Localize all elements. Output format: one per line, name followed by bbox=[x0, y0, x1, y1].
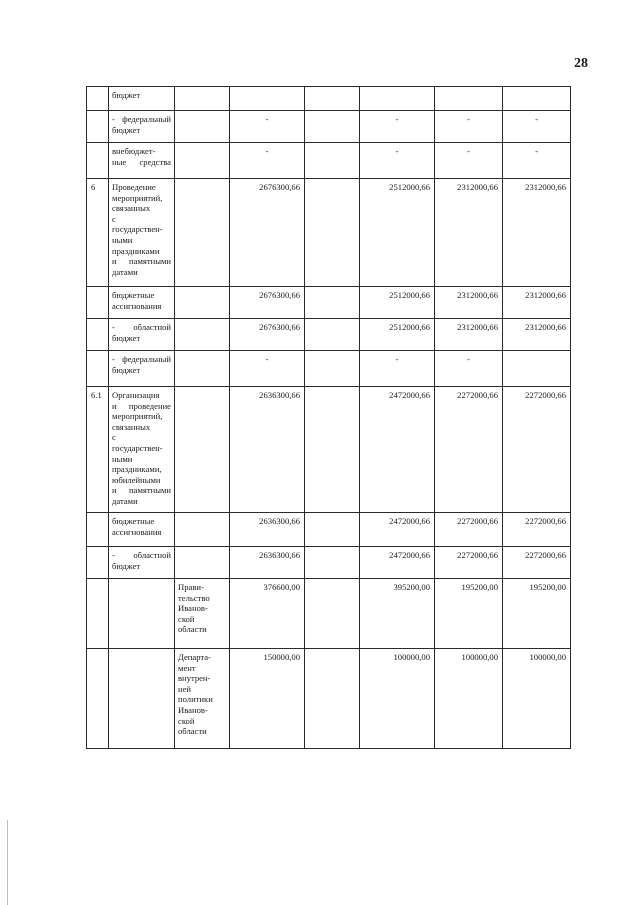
amount-cell: 2312000,66 bbox=[503, 179, 571, 287]
table-row bbox=[87, 287, 571, 319]
executor-line: Иванов- bbox=[178, 603, 208, 614]
amount-cell bbox=[305, 179, 360, 287]
row-name-line: государствен- bbox=[112, 224, 163, 235]
amount-cell bbox=[305, 87, 360, 111]
amount-cell: 195200,00 bbox=[503, 579, 571, 649]
executor-line: политики bbox=[178, 694, 213, 705]
row-name-line: праздниками, bbox=[112, 464, 162, 475]
executor-line: Прави- bbox=[178, 582, 204, 592]
row-name-cell bbox=[109, 387, 175, 513]
row-name-line: бюджет bbox=[112, 332, 141, 343]
amount-cell bbox=[305, 547, 360, 579]
amount-cell: 376600,00 bbox=[230, 579, 305, 649]
row-index-cell bbox=[87, 579, 109, 649]
amount-cell bbox=[435, 87, 503, 111]
executor-line: внутрен- bbox=[178, 673, 211, 684]
amount-cell bbox=[360, 87, 435, 111]
row-index-cell bbox=[87, 87, 109, 111]
executor-line: тельство bbox=[178, 592, 210, 603]
row-index-cell: 6.1 bbox=[87, 387, 109, 513]
amount-cell: 2312000,66 bbox=[503, 319, 571, 351]
amount-cell: 2636300,66 bbox=[230, 513, 305, 547]
executor-cell bbox=[175, 351, 230, 387]
budget-table-wrap bbox=[86, 86, 571, 749]
amount-cell: 2512000,66 bbox=[360, 179, 435, 287]
row-name-cell bbox=[109, 351, 175, 387]
table-row bbox=[87, 387, 571, 513]
row-index-cell bbox=[87, 513, 109, 547]
amount-cell bbox=[305, 287, 360, 319]
row-name-line: - федеральный bbox=[112, 354, 171, 364]
row-name-line: ассигнования bbox=[112, 300, 162, 311]
amount-cell: - bbox=[503, 111, 571, 143]
row-name-line: бюджет bbox=[112, 90, 141, 100]
executor-line: ней bbox=[178, 683, 192, 694]
table-row bbox=[87, 319, 571, 351]
executor-cell bbox=[175, 143, 230, 179]
table-row bbox=[87, 579, 571, 649]
amount-cell: 2272000,66 bbox=[503, 513, 571, 547]
amount-cell: 100000,00 bbox=[503, 649, 571, 749]
amount-cell: - bbox=[360, 111, 435, 143]
amount-cell bbox=[503, 87, 571, 111]
row-name-line: датами bbox=[112, 495, 138, 506]
table-row bbox=[87, 87, 571, 111]
executor-cell bbox=[175, 387, 230, 513]
amount-cell bbox=[305, 387, 360, 513]
executor-line: области bbox=[178, 624, 207, 635]
row-name-line: - областной bbox=[112, 322, 171, 332]
executor-line: ской bbox=[178, 613, 195, 624]
row-name-line: бюджетные bbox=[112, 290, 155, 300]
amount-cell: 2272000,66 bbox=[435, 547, 503, 579]
binding-mark bbox=[7, 820, 8, 905]
row-name-line: - областной bbox=[112, 550, 171, 560]
executor-cell bbox=[175, 513, 230, 547]
amount-cell: 100000,00 bbox=[360, 649, 435, 749]
table-row bbox=[87, 547, 571, 579]
executor-cell bbox=[175, 287, 230, 319]
row-name-cell bbox=[109, 287, 175, 319]
amount-cell: 2312000,66 bbox=[503, 287, 571, 319]
row-name-cell bbox=[109, 579, 175, 649]
amount-cell: - bbox=[435, 111, 503, 143]
row-name-line: государствен- bbox=[112, 442, 163, 453]
amount-cell: 2636300,66 bbox=[230, 387, 305, 513]
row-name-cell bbox=[109, 143, 175, 179]
amount-cell bbox=[305, 111, 360, 143]
row-name-line: Организация bbox=[112, 390, 160, 400]
amount-cell: 195200,00 bbox=[435, 579, 503, 649]
row-name-line: бюджет bbox=[112, 124, 141, 135]
amount-cell: 2272000,66 bbox=[503, 547, 571, 579]
row-index-cell bbox=[87, 547, 109, 579]
row-name-line: бюджет bbox=[112, 560, 141, 571]
row-name-line: связанных bbox=[112, 421, 151, 432]
table-row bbox=[87, 513, 571, 547]
amount-cell bbox=[305, 319, 360, 351]
row-name-line: внебюджет- bbox=[112, 146, 156, 156]
row-name-line: бюджет bbox=[112, 364, 141, 375]
amount-cell: 2272000,66 bbox=[435, 387, 503, 513]
row-name-line: мероприятий, bbox=[112, 411, 163, 422]
executor-cell bbox=[175, 111, 230, 143]
amount-cell: 2472000,66 bbox=[360, 387, 435, 513]
row-name-line: и памятными bbox=[112, 256, 171, 267]
amount-cell: 150000,00 bbox=[230, 649, 305, 749]
row-name-line: ные средства bbox=[112, 156, 171, 167]
amount-cell: 2472000,66 bbox=[360, 547, 435, 579]
amount-cell: 2676300,66 bbox=[230, 179, 305, 287]
table-row bbox=[87, 143, 571, 179]
amount-cell: 2512000,66 bbox=[360, 287, 435, 319]
amount-cell bbox=[305, 513, 360, 547]
amount-cell: 2472000,66 bbox=[360, 513, 435, 547]
row-name-line: связанных bbox=[112, 203, 151, 214]
row-index-cell bbox=[87, 319, 109, 351]
table-row bbox=[87, 351, 571, 387]
table-row bbox=[87, 111, 571, 143]
executor-line: ской bbox=[178, 715, 195, 726]
row-name-line: Проведение bbox=[112, 182, 156, 192]
row-name-line: и проведение bbox=[112, 400, 171, 411]
executor-line: области bbox=[178, 726, 207, 737]
row-name-cell bbox=[109, 87, 175, 111]
row-name-cell bbox=[109, 513, 175, 547]
amount-cell bbox=[305, 649, 360, 749]
amount-cell: 2676300,66 bbox=[230, 287, 305, 319]
amount-cell: - bbox=[503, 143, 571, 179]
row-name-line: с bbox=[112, 432, 116, 443]
amount-cell: 100000,00 bbox=[435, 649, 503, 749]
amount-cell: - bbox=[360, 143, 435, 179]
row-name-line: ными bbox=[112, 234, 133, 245]
amount-cell bbox=[503, 351, 571, 387]
amount-cell: - bbox=[360, 351, 435, 387]
row-name-line: мероприятий, bbox=[112, 192, 163, 203]
row-index-cell bbox=[87, 111, 109, 143]
executor-cell bbox=[175, 579, 230, 649]
amount-cell bbox=[305, 143, 360, 179]
executor-cell bbox=[175, 649, 230, 749]
amount-cell bbox=[305, 579, 360, 649]
row-name-line: ными bbox=[112, 453, 133, 464]
executor-cell bbox=[175, 179, 230, 287]
row-name-line: бюджетные bbox=[112, 516, 155, 526]
executor-cell bbox=[175, 319, 230, 351]
executor-line: Департа- bbox=[178, 652, 211, 662]
amount-cell: 2312000,66 bbox=[435, 179, 503, 287]
page-number: 28 bbox=[574, 56, 588, 71]
amount-cell: 2676300,66 bbox=[230, 319, 305, 351]
row-name-cell bbox=[109, 111, 175, 143]
row-index-cell bbox=[87, 287, 109, 319]
row-index-cell bbox=[87, 649, 109, 749]
amount-cell: - bbox=[230, 351, 305, 387]
row-name-line: датами bbox=[112, 266, 138, 277]
amount-cell bbox=[305, 351, 360, 387]
row-name-line: - федеральный bbox=[112, 114, 171, 124]
executor-cell bbox=[175, 87, 230, 111]
executor-cell bbox=[175, 547, 230, 579]
amount-cell: - bbox=[230, 111, 305, 143]
row-name-line: юбилейными bbox=[112, 474, 161, 485]
table-row bbox=[87, 179, 571, 287]
executor-line: мент bbox=[178, 662, 196, 673]
amount-cell: 2312000,66 bbox=[435, 287, 503, 319]
row-name-cell bbox=[109, 649, 175, 749]
budget-table bbox=[86, 86, 571, 749]
row-name-cell bbox=[109, 547, 175, 579]
row-name-line: праздниками bbox=[112, 245, 160, 256]
amount-cell: - bbox=[435, 143, 503, 179]
row-name-cell bbox=[109, 179, 175, 287]
row-index-cell bbox=[87, 143, 109, 179]
row-name-line: с bbox=[112, 213, 116, 224]
row-index-cell: 6 bbox=[87, 179, 109, 287]
amount-cell: - bbox=[230, 143, 305, 179]
amount-cell: 2272000,66 bbox=[435, 513, 503, 547]
row-index-cell bbox=[87, 351, 109, 387]
amount-cell bbox=[230, 87, 305, 111]
row-name-cell bbox=[109, 319, 175, 351]
executor-line: Иванов- bbox=[178, 704, 208, 715]
table-row bbox=[87, 649, 571, 749]
row-name-line: ассигнования bbox=[112, 526, 162, 537]
row-name-line: и памятными bbox=[112, 485, 171, 496]
amount-cell: - bbox=[435, 351, 503, 387]
amount-cell: 2312000,66 bbox=[435, 319, 503, 351]
amount-cell: 2512000,66 bbox=[360, 319, 435, 351]
amount-cell: 2636300,66 bbox=[230, 547, 305, 579]
amount-cell: 395200,00 bbox=[360, 579, 435, 649]
amount-cell: 2272000,66 bbox=[503, 387, 571, 513]
